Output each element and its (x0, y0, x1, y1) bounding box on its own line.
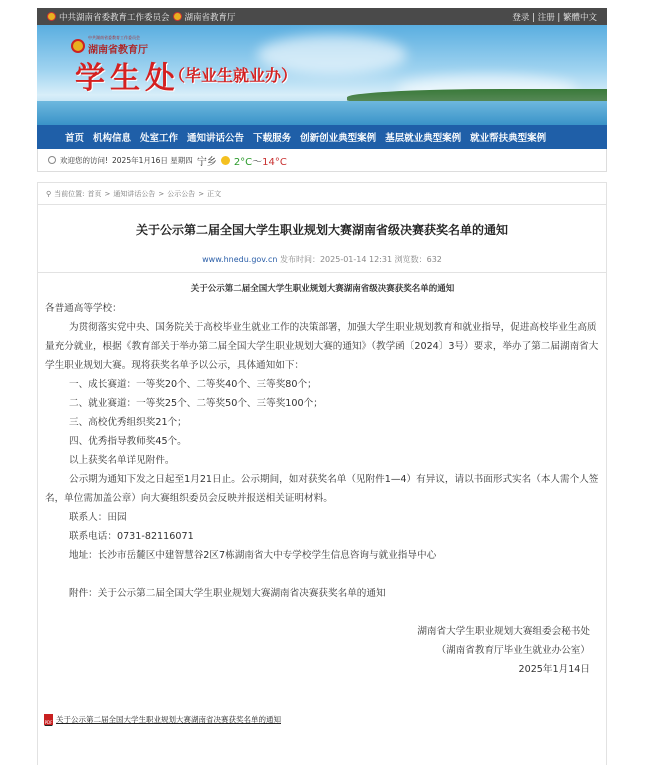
article-subtitle: 关于公示第二届全国大学生职业规划大赛湖南省级决赛获奖名单的通知 (190, 284, 455, 294)
dept-name: 湖南省教育厅 (88, 45, 148, 56)
national-emblem-icon (173, 12, 182, 21)
attachment-link-text: 关于公示第二届全国大学生职业规划大赛湖南省决赛获奖名单的通知 (56, 715, 281, 724)
nav-org-info[interactable]: 机构信息 (93, 133, 132, 144)
link-education-dept[interactable]: 湖南省教育厅 (184, 12, 236, 23)
breadcrumb-label: 当前位置: (54, 189, 85, 198)
top-bar (37, 8, 607, 25)
attachment-link[interactable] (44, 714, 281, 725)
breadcrumb-sep: > (158, 189, 165, 198)
article-meta (38, 254, 606, 273)
paragraph: 一、成长赛道：一等奖20个、二等奖40个、三等奖80个； (69, 379, 317, 390)
breadcrumb-current: 正文 (207, 189, 222, 198)
sunny-icon (221, 156, 230, 165)
article-body (38, 273, 606, 679)
info-bar (37, 149, 607, 172)
pdf-icon: PDF (44, 714, 53, 725)
link-party-committee[interactable]: 中共湖南省委教育工作委员会 (59, 12, 170, 23)
main-nav (37, 125, 607, 149)
contact-address: 地址：长沙市岳麓区中建智慧谷2区7栋湖南省大中专学校学生信息咨询与就业指导中心 (69, 550, 437, 561)
separator: | (532, 12, 535, 23)
signature-office: （湖南省教育厅毕业生就业办公室） (436, 645, 590, 656)
paragraph: 三、高校优秀组织奖21个； (69, 417, 187, 428)
signature-date: 2025年1月14日 (518, 664, 590, 675)
nav-notices[interactable]: 通知讲话公告 (187, 133, 245, 144)
site-link[interactable]: www.hnedu.gov.cn (202, 255, 278, 264)
nav-office-work[interactable]: 处室工作 (140, 133, 179, 144)
breadcrumb-announcements[interactable]: 公示公告 (167, 189, 196, 198)
login-link[interactable]: 登录 (512, 12, 530, 23)
register-link[interactable]: 注册 (537, 12, 555, 23)
clock-icon (48, 156, 56, 164)
paragraph: 公示期为通知下发之日起至1月21日止。公示期间，如对获奖名单（见附件1—4）有异议，请以书面形式实名（本人需个人签名，单位需加盖公章）向大赛组织委员会反映并报送相关证明材料。 (45, 474, 599, 504)
nav-home[interactable]: 首页 (65, 133, 85, 144)
breadcrumb (37, 182, 607, 205)
nav-downloads[interactable]: 下载服务 (253, 133, 292, 144)
site-subtitle: （毕业生就业办） (169, 66, 298, 85)
nav-grassroots-cases[interactable]: 基层就业典型案例 (385, 133, 462, 144)
contact-phone: 联系电话：0731-82116071 (69, 531, 194, 542)
header-banner (37, 25, 607, 125)
attachment-note: 附件：关于公示第二届全国大学生职业规划大赛湖南省决赛获奖名单的通知 (69, 588, 386, 599)
weather-city: 宁乡 (196, 156, 217, 168)
breadcrumb-home[interactable]: 首页 (87, 189, 102, 198)
signature-org: 湖南省大学生职业规划大赛组委会秘书处 (417, 626, 590, 637)
nav-innovation-cases[interactable]: 创新创业典型案例 (300, 133, 377, 144)
location-pin-icon: ⚲ (46, 189, 52, 198)
separator: | (557, 12, 561, 23)
temp-sep: ～ (252, 156, 263, 168)
temp-max: 14°C (262, 156, 287, 168)
traditional-chinese-link[interactable]: 繁體中文 (562, 12, 597, 23)
greeting: 各普通高等学校： (45, 303, 122, 314)
paragraph: 四、优秀指导教师奖45个。 (69, 436, 187, 447)
date-text: 2025年1月16日 星期四 (112, 155, 193, 165)
national-emblem-icon (71, 39, 85, 53)
welcome-text: 欢迎您的访问! (60, 155, 109, 165)
paragraph: 以上获奖名单详见附件。 (69, 455, 175, 466)
breadcrumb-sep: > (104, 189, 111, 198)
article-title: 关于公示第二届全国大学生职业规划大赛湖南省级决赛获奖名单的通知 (135, 223, 508, 237)
publish-info: 发布时间：2025-01-14 12:31 浏览数：632 (279, 255, 442, 264)
article (37, 205, 607, 765)
breadcrumb-sep: > (198, 189, 205, 198)
temp-min: 2°C (233, 156, 253, 168)
paragraph: 二、就业赛道：一等奖25个、二等奖50个、三等奖100个； (69, 398, 323, 409)
water-scenery (37, 101, 607, 125)
site-title: 学生处 (75, 61, 180, 96)
party-emblem-icon (47, 12, 56, 21)
paragraph: 为贯彻落实党中央、国务院关于高校毕业生就业工作的决策部署，加强大学生职业规划教育和就业指导，促进高校毕业生高质量充分就业，根据《教育部关于举办第二届全国大学生职业规划大赛的通知》（教学函〔2024〕3号）要求，举办了第二届湖南省大学生职业规划大赛。现将获奖名单予以公示，具体通知如下： (45, 322, 599, 371)
page-container (37, 8, 607, 765)
breadcrumb-notices[interactable]: 通知讲话公告 (113, 189, 156, 198)
dept-sub: 中共湖南省委教育工作委员会 (88, 35, 140, 40)
contact-person: 联系人：田园 (69, 512, 127, 523)
nav-assistance-cases[interactable]: 就业帮扶典型案例 (470, 133, 547, 144)
